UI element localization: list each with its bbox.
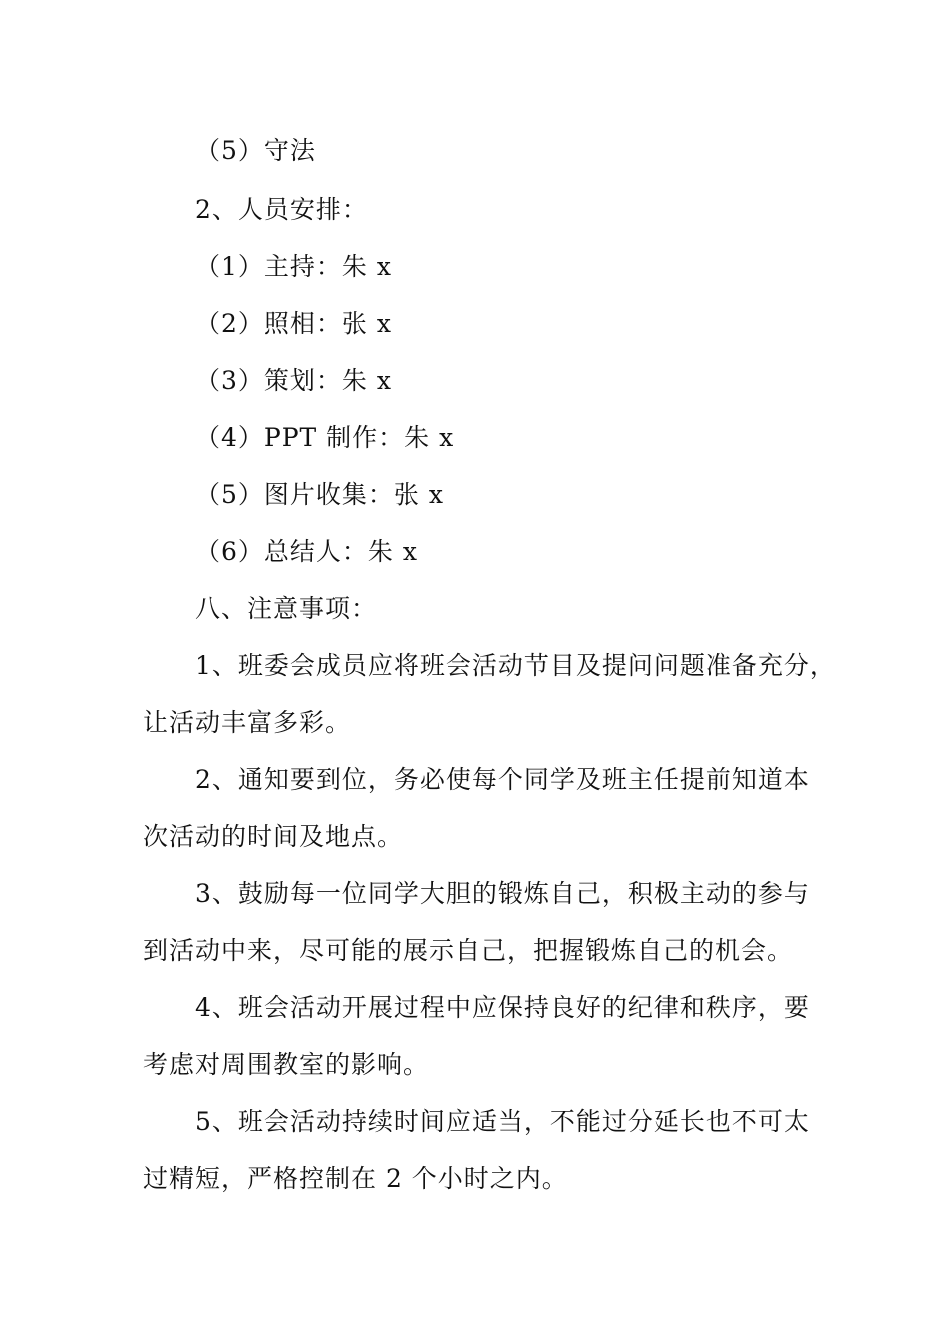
list-item-photo: （2）照相：张 x xyxy=(195,309,392,338)
paragraph-line: 3、鼓励每一位同学大胆的锻炼自己，积极主动的参与 xyxy=(195,879,810,908)
paragraph-line: 过精短，严格控制在 2 个小时之内。 xyxy=(143,1164,568,1193)
paragraph-line: 5、班会活动持续时间应适当，不能过分延长也不可太 xyxy=(195,1107,810,1136)
paragraph-line: 2、通知要到位，务必使每个同学及班主任提前知道本 xyxy=(195,765,810,794)
paragraph-line: 1、班委会成员应将班会活动节目及提问问题准备充分， xyxy=(195,651,836,680)
paragraph-line: 次活动的时间及地点。 xyxy=(143,822,404,851)
list-item-ppt: （4）PPT 制作：朱 x xyxy=(195,423,455,452)
paragraph-line: 4、班会活动开展过程中应保持良好的纪律和秩序，要 xyxy=(195,993,810,1022)
list-item-law: （5）守法 xyxy=(195,136,316,165)
paragraph-line: 到活动中来，尽可能的展示自己，把握锻炼自己的机会。 xyxy=(143,936,794,965)
list-item-pictures: （5）图片收集：张 x xyxy=(195,480,444,509)
section-heading-staff: 2、人员安排： xyxy=(195,195,368,224)
paragraph-line: 考虑对周围教室的影响。 xyxy=(143,1050,430,1079)
list-item-host: （1）主持：朱 x xyxy=(195,252,392,281)
list-item-planning: （3）策划：朱 x xyxy=(195,366,392,395)
list-item-summary: （6）总结人：朱 x xyxy=(195,537,418,566)
section-heading-notes: 八、注意事项： xyxy=(195,594,378,623)
paragraph-line: 让活动丰富多彩。 xyxy=(143,708,352,737)
